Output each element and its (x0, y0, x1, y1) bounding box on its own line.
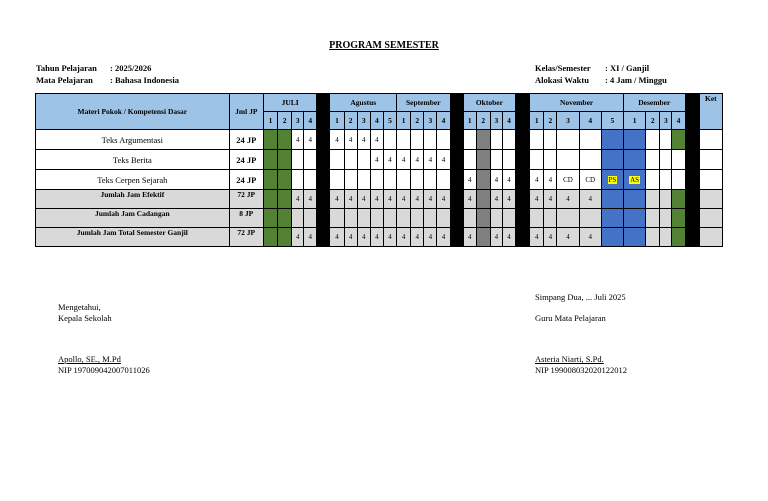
week-cell (544, 150, 557, 170)
row-materi: Teks Cerpen Sejarah (36, 170, 230, 190)
table-body (36, 130, 723, 247)
meta-right (535, 62, 667, 86)
week-cell (450, 170, 463, 190)
week-cell: 4 (437, 228, 450, 247)
week-header: 1 (530, 112, 544, 130)
week-cell (516, 150, 530, 170)
row-ket (699, 150, 722, 170)
week-header: 1 (330, 112, 344, 130)
week-header: 1 (624, 112, 646, 130)
week-cell (463, 130, 476, 150)
week-cell: 4 (579, 228, 601, 247)
week-cell (516, 228, 530, 247)
week-cell (601, 190, 623, 209)
alokasi-value: : 4 Jam / Minggu (605, 75, 667, 85)
month-header: Agustus (330, 94, 397, 112)
week-cell (672, 170, 685, 190)
week-cell (624, 190, 646, 209)
table-row (36, 130, 723, 150)
week-cell (672, 150, 685, 170)
week-header: 4 (437, 112, 450, 130)
week-cell (660, 228, 672, 247)
week-header: 3 (424, 112, 437, 130)
week-cell (544, 209, 557, 228)
week-cell (411, 130, 424, 150)
row-ket (699, 228, 722, 247)
tahun-label: Tahun Pelajaran (36, 63, 97, 73)
week-cell: 4 (383, 190, 396, 209)
week-cell (263, 209, 277, 228)
right-role: Guru Mata Pelajaran (535, 313, 606, 323)
signature-left-name (58, 354, 150, 376)
week-cell: 4 (490, 190, 502, 209)
break-column (685, 94, 699, 130)
mapel-label: Mata Pelajaran (36, 75, 93, 85)
kelas-value: : XI / Ganjil (605, 63, 650, 73)
week-cell (437, 170, 450, 190)
row-jml: 24 JP (229, 150, 263, 170)
week-cell (579, 150, 601, 170)
week-cell (660, 130, 672, 150)
week-cell (685, 170, 699, 190)
row-materi: Jumlah Jam Cadangan (36, 209, 230, 228)
week-cell (278, 170, 292, 190)
week-header: 5 (601, 112, 623, 130)
week-cell (344, 209, 357, 228)
week-cell: 4 (344, 190, 357, 209)
week-cell: 4 (463, 228, 476, 247)
week-cell: 4 (424, 150, 437, 170)
week-cell (330, 209, 344, 228)
week-cell: 4 (330, 228, 344, 247)
week-cell: 4 (530, 228, 544, 247)
table-row (36, 228, 723, 247)
week-cell (660, 190, 672, 209)
week-cell (624, 170, 646, 190)
mapel-value: : Bahasa Indonesia (110, 75, 179, 85)
week-cell: 4 (424, 228, 437, 247)
row-jml: 72 JP (229, 228, 263, 247)
week-cell (476, 150, 490, 170)
signature-right-place (535, 292, 626, 303)
page-title: PROGRAM SEMESTER (329, 40, 439, 51)
week-cell: 4 (370, 130, 383, 150)
week-cell (476, 228, 490, 247)
week-cell (278, 209, 292, 228)
week-header: 4 (579, 112, 601, 130)
week-cell: 4 (357, 130, 370, 150)
signature-right-name (535, 354, 627, 376)
week-cell: 4 (357, 228, 370, 247)
row-materi: Jumlah Jam Efektif (36, 190, 230, 209)
week-header: 4 (304, 112, 317, 130)
week-cell (330, 150, 344, 170)
month-header: JULI (263, 94, 316, 112)
week-cell (502, 130, 515, 150)
row-jml: 24 JP (229, 170, 263, 190)
week-header: 3 (490, 112, 502, 130)
kelas-label: Kelas/Semester (535, 63, 591, 73)
week-cell (344, 150, 357, 170)
week-cell (672, 228, 685, 247)
week-cell (502, 209, 515, 228)
week-cell (292, 170, 304, 190)
week-cell (411, 170, 424, 190)
week-cell: 4 (544, 228, 557, 247)
signature-left (58, 302, 112, 324)
row-ket (699, 209, 722, 228)
week-cell: 4 (292, 228, 304, 247)
week-cell (516, 130, 530, 150)
week-cell (450, 130, 463, 150)
meta-left (36, 62, 179, 86)
week-cell: 4 (304, 228, 317, 247)
week-cell (660, 170, 672, 190)
week-cell (450, 190, 463, 209)
week-cell (450, 150, 463, 170)
week-cell (424, 209, 437, 228)
col-header-jml: Jml JP (229, 94, 263, 130)
week-cell (476, 190, 490, 209)
week-cell (601, 228, 623, 247)
week-cell (516, 209, 530, 228)
week-cell (263, 130, 277, 150)
week-cell (601, 130, 623, 150)
week-cell (490, 130, 502, 150)
week-cell (304, 170, 317, 190)
week-cell: 4 (463, 170, 476, 190)
week-header: 2 (646, 112, 660, 130)
week-cell (370, 209, 383, 228)
week-cell: 4 (304, 130, 317, 150)
row-materi: Jumlah Jam Total Semester Ganjil (36, 228, 230, 247)
week-cell: 4 (530, 170, 544, 190)
week-cell (357, 150, 370, 170)
week-cell (397, 130, 411, 150)
week-cell (370, 170, 383, 190)
week-cell (263, 170, 277, 190)
week-cell: 4 (330, 130, 344, 150)
right-place: Simpang Dua, ... Juli 2025 (535, 292, 626, 302)
week-cell: 4 (397, 228, 411, 247)
week-cell (383, 170, 396, 190)
signature-right-role (535, 313, 606, 324)
week-cell (450, 228, 463, 247)
week-cell (397, 209, 411, 228)
week-cell (502, 150, 515, 170)
week-cell: 4 (544, 170, 557, 190)
table-row (36, 150, 723, 170)
program-semester-table (35, 93, 723, 247)
row-ket (699, 190, 722, 209)
highlight-label: AS (630, 175, 640, 184)
week-cell: 4 (292, 190, 304, 209)
left-nip: NIP 197009042007011026 (58, 365, 150, 375)
week-cell (424, 130, 437, 150)
week-cell: 4 (411, 190, 424, 209)
week-cell (278, 190, 292, 209)
week-cell (672, 130, 685, 150)
week-cell (646, 130, 660, 150)
week-cell (304, 209, 317, 228)
week-cell: 4 (502, 170, 515, 190)
row-materi: Teks Argumentasi (36, 130, 230, 150)
month-header: Oktober (463, 94, 515, 112)
week-cell (579, 209, 601, 228)
week-cell (557, 130, 579, 150)
week-cell (357, 170, 370, 190)
week-header: 2 (344, 112, 357, 130)
table-row (36, 190, 723, 209)
week-cell (476, 170, 490, 190)
week-cell: 4 (411, 150, 424, 170)
month-header: September (397, 94, 450, 112)
week-cell (317, 209, 330, 228)
week-cell (685, 150, 699, 170)
left-line1: Mengetahui, (58, 302, 101, 312)
week-cell (530, 130, 544, 150)
right-nip: NIP 199008032020122012 (535, 365, 628, 375)
row-jml: 72 JP (229, 190, 263, 209)
week-cell (646, 170, 660, 190)
week-cell (530, 150, 544, 170)
week-cell (685, 130, 699, 150)
week-header: 2 (544, 112, 557, 130)
week-cell: 4 (357, 190, 370, 209)
week-cell: 4 (424, 190, 437, 209)
week-cell (601, 170, 623, 190)
row-jml: 24 JP (229, 130, 263, 150)
month-header: Desember (624, 94, 686, 112)
week-cell (476, 209, 490, 228)
week-cell: 4 (330, 190, 344, 209)
week-cell: CD (579, 170, 601, 190)
week-header: 4 (672, 112, 685, 130)
week-cell (490, 150, 502, 170)
left-line2: Kepala Sekolah (58, 313, 112, 323)
week-cell (383, 130, 396, 150)
week-cell: 4 (530, 190, 544, 209)
week-cell: 4 (383, 228, 396, 247)
week-cell (304, 150, 317, 170)
week-cell (263, 150, 277, 170)
week-header: 2 (411, 112, 424, 130)
row-ket (699, 170, 722, 190)
week-cell (357, 209, 370, 228)
col-header-ket: Ket (699, 94, 722, 130)
left-name: Apollo, SE., M.Pd (58, 354, 121, 364)
week-cell: 4 (397, 190, 411, 209)
week-header: 3 (357, 112, 370, 130)
highlight-label: PS (608, 175, 617, 184)
week-cell (557, 150, 579, 170)
week-cell (424, 170, 437, 190)
week-header: 3 (292, 112, 304, 130)
week-header: 1 (463, 112, 476, 130)
week-cell: CD (557, 170, 579, 190)
week-cell (685, 228, 699, 247)
week-cell (330, 170, 344, 190)
week-cell (278, 150, 292, 170)
week-cell: 4 (370, 150, 383, 170)
week-cell: 4 (370, 190, 383, 209)
week-cell (263, 190, 277, 209)
week-cell: 4 (557, 190, 579, 209)
week-cell (601, 150, 623, 170)
week-cell (579, 130, 601, 150)
week-cell: 4 (292, 130, 304, 150)
week-header: 3 (660, 112, 672, 130)
week-cell (516, 170, 530, 190)
week-cell: 4 (383, 150, 396, 170)
week-cell (544, 130, 557, 150)
week-header: 4 (502, 112, 515, 130)
week-cell (624, 228, 646, 247)
table-row (36, 170, 723, 190)
break-column (516, 94, 530, 130)
week-cell (624, 130, 646, 150)
week-cell (383, 209, 396, 228)
week-cell: 4 (437, 190, 450, 209)
week-header: 3 (557, 112, 579, 130)
week-cell (292, 209, 304, 228)
right-name: Asteria Niarti, S.Pd. (535, 354, 604, 364)
week-cell (292, 150, 304, 170)
week-cell (646, 209, 660, 228)
break-column (317, 94, 330, 130)
week-cell (660, 209, 672, 228)
week-cell: 4 (411, 228, 424, 247)
week-cell: 4 (490, 228, 502, 247)
week-cell (344, 170, 357, 190)
month-header: November (530, 94, 624, 112)
week-cell (278, 228, 292, 247)
week-cell (463, 150, 476, 170)
week-header: 1 (397, 112, 411, 130)
week-cell (463, 209, 476, 228)
week-cell: 4 (490, 170, 502, 190)
week-cell (317, 228, 330, 247)
week-cell: 4 (344, 130, 357, 150)
week-cell (672, 209, 685, 228)
week-cell (660, 150, 672, 170)
week-header: 2 (278, 112, 292, 130)
week-cell (685, 209, 699, 228)
week-cell (646, 228, 660, 247)
week-cell (672, 190, 685, 209)
week-cell (557, 209, 579, 228)
week-cell: 4 (463, 190, 476, 209)
week-cell: 4 (437, 150, 450, 170)
week-cell: 4 (579, 190, 601, 209)
week-cell: 4 (344, 228, 357, 247)
week-cell: 4 (557, 228, 579, 247)
week-cell (476, 130, 490, 150)
week-cell (646, 150, 660, 170)
week-cell: 4 (370, 228, 383, 247)
week-cell (624, 209, 646, 228)
table-row (36, 209, 723, 228)
row-materi: Teks Berita (36, 150, 230, 170)
week-cell: 4 (304, 190, 317, 209)
break-column (450, 94, 463, 130)
week-cell: 4 (502, 228, 515, 247)
week-cell (263, 228, 277, 247)
week-header: 2 (476, 112, 490, 130)
week-cell (646, 190, 660, 209)
alokasi-label: Alokasi Waktu (535, 75, 589, 85)
week-header: 4 (370, 112, 383, 130)
row-jml: 8 JP (229, 209, 263, 228)
week-cell: 4 (502, 190, 515, 209)
week-cell (397, 170, 411, 190)
week-cell (685, 190, 699, 209)
week-cell (317, 190, 330, 209)
tahun-value: : 2025/2026 (110, 63, 152, 73)
week-cell (601, 209, 623, 228)
week-cell (450, 209, 463, 228)
row-ket (699, 130, 722, 150)
week-cell (317, 130, 330, 150)
week-cell (437, 209, 450, 228)
week-header: 1 (263, 112, 277, 130)
week-cell (317, 150, 330, 170)
week-cell (317, 170, 330, 190)
week-cell (530, 209, 544, 228)
week-cell (278, 130, 292, 150)
week-cell (490, 209, 502, 228)
week-cell (624, 150, 646, 170)
week-cell (411, 209, 424, 228)
week-cell (437, 130, 450, 150)
week-cell (516, 190, 530, 209)
week-header: 5 (383, 112, 396, 130)
week-cell: 4 (397, 150, 411, 170)
week-cell: 4 (544, 190, 557, 209)
col-header-materi: Materi Pokok / Kompetensi Dasar (36, 94, 230, 130)
